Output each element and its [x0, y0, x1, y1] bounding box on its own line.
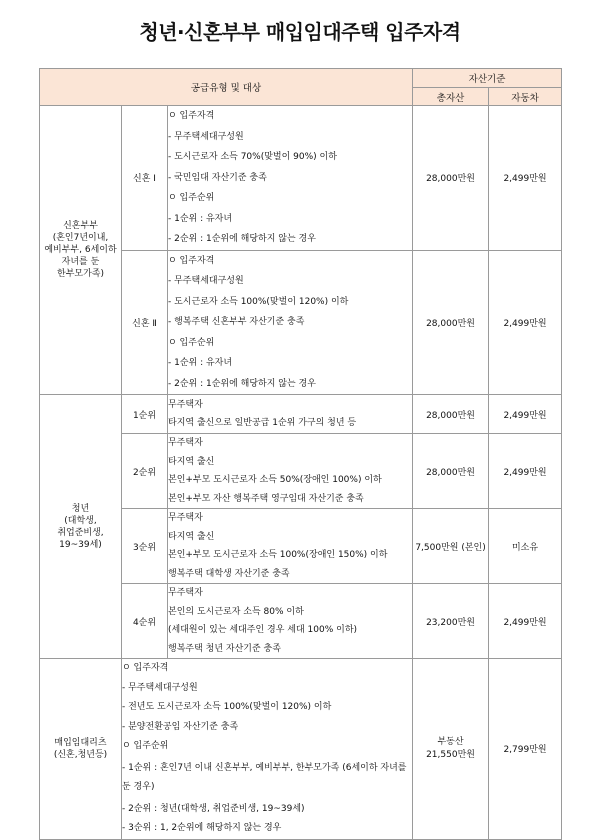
asset-newlywed-1: 28,000만원	[413, 106, 489, 251]
header-car: 자동차	[489, 88, 562, 106]
car-youth-3: 미소유	[489, 509, 562, 584]
criteria-line: - 행복주택 신혼부부 자산기준 충족	[168, 317, 305, 327]
car-rent-reits: 2,799만원	[489, 659, 562, 840]
asset-newlywed-2: 28,000만원	[413, 250, 489, 395]
criteria-line: - 2순위 : 1순위에 해당하지 않는 경우	[168, 234, 316, 244]
criteria-line: (세대원이 있는 세대주인 경우 세대 100% 이하)	[168, 625, 358, 635]
criteria-line: 행복주택 대학생 자산기준 충족	[168, 568, 290, 579]
criteria-newlywed-1	[168, 106, 413, 251]
header-total-asset: 총자산	[413, 88, 489, 106]
criteria-newlywed-2	[168, 250, 413, 395]
eligibility-table	[39, 68, 562, 840]
criteria-line: - 1순위 : 유자녀	[168, 213, 233, 224]
criteria-youth-4	[168, 584, 413, 659]
type-youth-1: 1순위	[122, 395, 168, 434]
criteria-line: - 도시근로자 소득 100%(맞벌이 120%) 이하	[168, 296, 349, 307]
criteria-line: ㅇ 입주자격	[122, 663, 169, 673]
criteria-line: - 분양전환공임 자산기준 충족	[122, 721, 239, 732]
criteria-line: - 2순위 : 1순위에 해당하지 않는 경우	[168, 378, 316, 389]
criteria-line: 무주택자	[168, 513, 203, 523]
criteria-line: - 전년도 도시근로자 소득 100%(맞벌이 120%) 이하	[122, 702, 332, 712]
criteria-youth-1	[168, 395, 413, 434]
type-newlywed-2: 신혼 Ⅱ	[122, 250, 168, 395]
criteria-line: - 무주택세대구성원	[168, 131, 244, 142]
type-youth-3: 3순위	[122, 509, 168, 584]
category-youth: 청년 (대학생, 취업준비생, 19~39세)	[40, 395, 122, 659]
criteria-line: 타지역 출신	[168, 456, 215, 467]
header-supply: 공급유형 및 대상	[40, 69, 413, 106]
criteria-youth-2	[168, 434, 413, 509]
page-title: 청년·신혼부부 매입임대주택 입주자격	[139, 20, 461, 44]
criteria-line: ㅇ 입주순위	[168, 337, 215, 348]
criteria-line: 본인+부모 도시근로자 소득 100%(장애인 150%) 이하	[168, 550, 388, 560]
criteria-line: 본인의 도시근로자 소득 80% 이하	[168, 606, 304, 617]
criteria-line: 타지역 출신으로 일반공급 1순위 가구의 청년 등	[168, 418, 357, 428]
criteria-line: ㅇ 입주순위	[122, 741, 169, 751]
criteria-line: 본인+부모 자산 행복주택 영구임대 자산기준 충족	[168, 493, 364, 504]
criteria-line: - 무주택세대구성원	[168, 276, 244, 286]
criteria-line: 본인+부모 도시근로자 소득 50%(장애인 100%) 이하	[168, 475, 382, 485]
car-newlywed-1: 2,499만원	[489, 106, 562, 251]
criteria-line: 타지역 출신	[168, 531, 215, 542]
criteria-line: ㅇ 입주자격	[168, 111, 215, 121]
asset-youth-1: 28,000만원	[413, 395, 489, 434]
criteria-line: 무주택자	[168, 588, 203, 598]
criteria-line: 행복주택 청년 자산기준 충족	[168, 643, 281, 654]
category-rent-reits: 매입임대리츠 (신혼,청년등)	[40, 659, 122, 840]
car-youth-2: 2,499만원	[489, 434, 562, 509]
asset-youth-3: 7,500만원 (본인)	[413, 509, 489, 584]
type-youth-2: 2순위	[122, 434, 168, 509]
asset-youth-4: 23,200만원	[413, 584, 489, 659]
header-asset-standard: 자산기준	[413, 69, 562, 88]
criteria-line: 무주택자	[168, 399, 203, 410]
criteria-line: - 1순위 : 유자녀	[168, 358, 233, 368]
criteria-line: - 1순위 : 혼인7년 이내 신혼부부, 예비부부, 한부모가족 (6세이하 자녀를 둔 경우)	[122, 762, 407, 792]
type-newlywed-1: 신혼 Ⅰ	[122, 106, 168, 251]
car-newlywed-2: 2,499만원	[489, 250, 562, 395]
category-newlywed: 신혼부부 (혼인7년이내, 예비부부, 6세이하 자녀를 둔 한부모가족)	[40, 106, 122, 395]
type-youth-4: 4순위	[122, 584, 168, 659]
criteria-youth-3	[168, 509, 413, 584]
asset-rent-reits: 부동산 21,550만원	[413, 659, 489, 840]
criteria-line: ㅇ 입주자격	[168, 255, 215, 266]
criteria-line: - 3순위 : 1, 2순위에 해당하지 않는 경우	[122, 823, 282, 833]
criteria-line: 무주택자	[168, 438, 203, 448]
criteria-line: - 국민임대 자산기준 충족	[168, 172, 267, 183]
car-youth-1: 2,499만원	[489, 395, 562, 434]
car-youth-4: 2,499만원	[489, 584, 562, 659]
asset-youth-2: 28,000만원	[413, 434, 489, 509]
criteria-rent-reits	[122, 659, 413, 840]
criteria-line: - 도시근로자 소득 70%(맞벌이 90%) 이하	[168, 152, 337, 162]
criteria-line: ㅇ 입주순위	[168, 193, 215, 203]
criteria-line: - 2순위 : 청년(대학생, 취업준비생, 19~39세)	[122, 803, 305, 814]
criteria-line: - 무주택세대구성원	[122, 682, 198, 693]
